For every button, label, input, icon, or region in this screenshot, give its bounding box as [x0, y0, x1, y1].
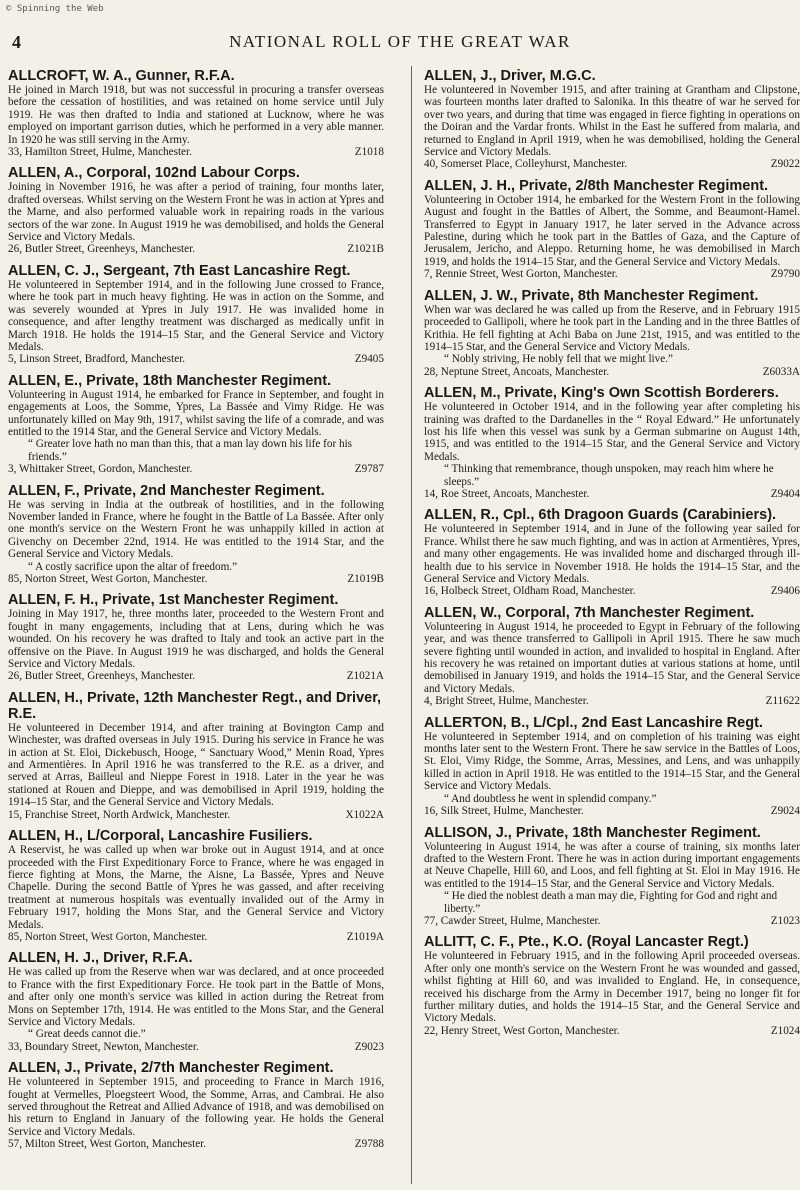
roll-entry	[424, 385, 800, 500]
entry-address: 26, Butler Street, Greenheys, Manchester.	[8, 243, 196, 256]
entry-address-line	[8, 809, 384, 821]
entry-reference: Z1023	[770, 914, 800, 927]
roll-entry	[8, 263, 384, 366]
entry-body: Volunteering in October 1914, he embarked for the Western Front in the following August and fought in the Battles of Albert, the Somme, and Beaumont-Hamel. Transferred to Egypt in January 1917, he later served in the Advance across Palestine, during which he took part in the Battles of Gaza, and the Capture of Jerusalem, Jericho, and Aleppo. Returning home, he was demobilised in March 1919, and holds the 1914–15 Star, and the General Service and Victory Medals.	[424, 193, 800, 268]
entry-address: 5, Linson Street, Bradford, Manchester.	[8, 353, 186, 366]
entry-address: 15, Franchise Street, North Ardwick, Manchester.	[8, 808, 231, 821]
entry-quote: “ Greater love hath no man than this, that a man lay down his life for his friends.”	[28, 438, 353, 463]
running-title: NATIONAL ROLL OF THE GREAT WAR	[229, 32, 571, 51]
roll-entry	[424, 288, 800, 378]
entry-address-line	[424, 268, 800, 280]
entry-name: ALLCROFT, W. A., Gunner, R.F.A.	[8, 68, 235, 84]
entry-reference: Z9405	[354, 353, 384, 366]
roll-entry	[8, 373, 384, 476]
entry-address-line	[8, 670, 384, 682]
entry-body: He volunteered in September 1915, and proceeding to France in March 1916, fought at Vermelles, Ploegsteert Wood, the Somme, Arras, and Cambrai. He also served throughout the Retreat and Allied Advance of 1918, and was demobilised on his return to England in January of the following year. He holds the General Service and Victory Medals.	[8, 1076, 384, 1138]
entry-address-line	[424, 915, 800, 927]
entry-address-line	[424, 366, 800, 378]
entry-name: ALLEN, H., L/Corporal, Lancashire Fusiliers.	[8, 828, 313, 845]
roll-entry	[424, 825, 800, 928]
entry-body: Volunteering in August 1914, he was after a course of training, six months later drafted to the Western Front. There he was in action during important engagements at Neuve Chapelle, Hill 60, and Loos, and fell fighting at St. Eloi in May 1916. He was entitled to the 1914–15 Star, and the General Service and Victory Medals.	[424, 840, 800, 890]
roll-entry	[424, 68, 800, 171]
entry-body: He was called up from the Reserve when war was declared, and at once proceeded to France with the first Expeditionary Force. He took part in the Battle of Mons, and after only one month's service was killed in action during the Retreat from Mons on September 17th, 1914. He was entitled to the Mons Star, and the General Service and Victory Medals.	[8, 966, 384, 1028]
roll-entry	[8, 592, 384, 682]
entry-body: Joining in November 1916, he was after a period of training, four months later, drafted overseas. Whilst serving on the Western Front he was in action at Ypres and the Marne, and also performed valuable work in repairing roads in the various sectors of the war zone. In August 1919 he was demobilised, and holds the General Service and Victory Medals.	[8, 181, 384, 244]
entry-reference: Z11622	[765, 695, 800, 708]
entry-address-line	[424, 488, 800, 500]
entry-reference: Z9023	[354, 1040, 384, 1053]
roll-entry	[424, 605, 800, 708]
entry-body: He was serving in India at the outbreak of hostilities, and in the following November landed in France, where he fought in the Battle of La Bassée. After only one month's service on the Western Front he was unhappily killed in action at Givenchy on December 22nd, 1914. He was entitled to the 1914 Star, and the General Service and Victory Medals.	[8, 498, 384, 561]
roll-entry	[8, 68, 384, 158]
roll-entry	[8, 165, 384, 255]
entry-address-line	[8, 243, 384, 255]
entry-name: ALLEN, H., Private, 12th Manchester Regt., and Driver, R.E.	[8, 689, 382, 722]
entry-address: 33, Hamilton Street, Hulme, Manchester.	[8, 146, 192, 159]
entry-reference: Z9788	[354, 1138, 384, 1151]
entry-name: ALLERTON, B., L/Cpl., 2nd East Lancashire Regt.	[424, 714, 763, 731]
entry-address: 14, Roe Street, Ancoats, Manchester.	[424, 487, 590, 500]
entry-address: 77, Cawder Street, Hulme, Manchester.	[424, 914, 601, 927]
entry-body: Volunteering in August 1914, he embarked for France in September, and fought in engagements at Loos, the Somme, Ypres, La Bassée and Vimy Ridge. He was unfortunately killed on May 9th, 1917, whilst saving the life of a comrade, and was entitled to the 1914 Star, and the General Service and Victory Medals.	[8, 388, 384, 438]
roll-entry	[424, 178, 800, 281]
entry-name: ALLEN, J. H., Private, 2/8th Manchester Regiment.	[424, 177, 769, 194]
entry-body: He volunteered in December 1914, and after training at Bovington Camp and Winchester, was drafted overseas in July 1915. During his service in France he was in action at St. Eloi, Dickebusch, Hooge, “ Sanctuary Wood,” Menin Road, Ypres and Armentières. In April 1916 he was transferred to the R.E. as a driver, and served at Arras, Bailleul and Nieppe Forest in 1918. Later in the year he was stationed at Rouen and Dieppe, and was demobilised in April 1919, holding the 1914–15 Star, and the General Service and Victory Medals.	[8, 721, 384, 809]
entry-address-line	[424, 158, 800, 170]
entry-address: 40, Somerset Place, Colleyhurst, Manchester.	[424, 158, 628, 171]
entry-address-line	[8, 1138, 384, 1150]
entry-quote: “ Great deeds cannot die.”	[28, 1028, 146, 1041]
entry-quote: “ He died the noblest death a man may die, Fighting for God and right and liberty.”	[444, 890, 778, 915]
page-header	[0, 28, 800, 58]
entry-reference: Z1021B	[347, 243, 384, 256]
roll-entry	[8, 950, 384, 1053]
roll-entry	[8, 690, 384, 821]
entry-reference: Z9406	[770, 585, 800, 598]
entry-name: ALLEN, E., Private, 18th Manchester Regiment.	[8, 372, 332, 389]
entry-body: He joined in March 1918, but was not successful in procuring a transfer overseas before the cessation of hostilities, and was retained on home service until July 1919. He was then drafted to India and stationed at Lucknow, where he was employed on important garrison duties, which he performed in a very able manner. In 1920 he was still serving in the Army.	[8, 84, 384, 146]
entry-name: ALLEN, J., Driver, M.G.C.	[424, 68, 596, 84]
entry-name: ALLITT, C. F., Pte., K.O. (Royal Lancaster Regt.)	[424, 934, 749, 951]
entry-name: ALLEN, H. J., Driver, R.F.A.	[8, 950, 193, 967]
entry-quote: “ A costly sacrifice upon the altar of freedom.”	[28, 560, 238, 573]
entry-address-line	[424, 695, 800, 707]
entry-address-line	[8, 1041, 384, 1053]
entry-address: 16, Silk Street, Hulme, Manchester.	[424, 805, 584, 818]
roll-entry	[8, 483, 384, 586]
entry-address-line	[8, 353, 384, 365]
entry-reference: Z1019B	[347, 573, 384, 585]
entry-reference: Z1021A	[346, 670, 384, 683]
entry-quote: “ Thinking that remembrance, though unspoken, may reach him where he sleeps.”	[444, 463, 774, 488]
entry-reference: Z1018	[354, 146, 384, 159]
entry-address: 85, Norton Street, West Gorton, Manchester.	[8, 573, 208, 585]
entry-reference: Z9404	[770, 487, 800, 500]
entry-address: 22, Henry Street, West Gorton, Manchester.	[424, 1024, 620, 1037]
entry-reference: Z1024	[770, 1024, 800, 1037]
entry-body: He volunteered in October 1914, and in the following year after completing his training was drafted to the Dardanelles in the “ Royal Edward.” He unfortunately lost his life when this vessel was sunk by a German submarine on August 14th, 1915, and was entitled to the 1914–15 Star, and the General Service and Victory Medals.	[424, 401, 800, 463]
entry-address: 85, Norton Street, West Gorton, Manchester.	[8, 930, 208, 943]
roll-entry	[424, 715, 800, 818]
entry-body: He volunteered in February 1915, and in the following April proceeded overseas. After only one month's service on the Western Front he was wounded and gassed, whilst fighting at Hill 60, and was invalided to England. He, in consequence, received his discharge from the Army in December 1917, being no longer fit for further military duties, and holds the 1914–15 Star, and the General Service and Victory Medals.	[424, 950, 800, 1025]
roll-entry	[424, 934, 800, 1037]
roll-entry	[424, 507, 800, 597]
entry-reference: Z9022	[770, 158, 800, 171]
entry-reference: Z9024	[770, 805, 800, 818]
entry-name: ALLEN, F., Private, 2nd Manchester Regiment.	[8, 482, 325, 499]
entry-address: 3, Whittaker Street, Gordon, Manchester.	[8, 463, 193, 476]
right-column	[424, 68, 800, 1184]
entry-body: Joining in May 1917, he, three months later, proceeded to the Western Front and fought in many engagements, including that at Lens, during which he was wounded. On his recovery he was drafted to Italy and took an active part in the offensive on the Piave. In August 1919 he was discharged, and holds the General Service and Victory Medals.	[8, 608, 384, 671]
entry-address-line	[424, 585, 800, 597]
entry-name: ALLEN, M., Private, King's Own Scottish Borderers.	[424, 385, 779, 402]
left-column	[8, 68, 384, 1184]
page-number: 4	[12, 32, 21, 52]
entry-name: ALLEN, R., Cpl., 6th Dragoon Guards (Carabiniers).	[424, 507, 777, 524]
entry-address-line	[8, 573, 384, 585]
entry-body: A Reservist, he was called up when war broke out in August 1914, and at once proceeded with the First Expeditionary Force to France, where he was engaged in fierce fighting at Mons, the Marne, the Aisne, La Bassée, Ypres and Neuve Chapelle. During the second Battle of Ypres he was gassed, and after receiving treatment at numerous hospitals was eventually invalided out of the Army in February 1917, holding the Mons Star, and the General Service and Victory Medals.	[8, 844, 384, 931]
entry-body: He volunteered in September 1914, and on completion of his training was eight months later sent to the Western Front. There he saw service in the Battles of Loos, St. Eloi, Vimy Ridge, the Somme, Arras, Messines, and Lens, and was unhappily killed in action in April 1918. He was entitled to the 1914–15 Star, and the General Service and Victory Medals.	[424, 730, 800, 793]
entry-reference: Z9787	[354, 463, 384, 476]
entry-body: He volunteered in September 1914, and in June of the following year sailed for France. Whilst there he saw much fighting, and was in action at Armentières, Ypres, and many other engagements. He was invalided home and discharged through ill-health due to his service in November 1918. He holds the 1914–15 Star, and the General Service and Victory Medals.	[424, 523, 800, 585]
entry-name: ALLEN, J. W., Private, 8th Manchester Regiment.	[424, 287, 759, 304]
entry-name: ALLISON, J., Private, 18th Manchester Regiment.	[424, 824, 761, 841]
entry-name: ALLEN, C. J., Sergeant, 7th East Lancashire Regt.	[8, 262, 351, 279]
entry-address: 26, Butler Street, Greenheys, Manchester.	[8, 670, 196, 683]
entry-name: ALLEN, F. H., Private, 1st Manchester Regiment.	[8, 592, 339, 609]
entry-address-line	[8, 931, 384, 943]
entry-body: Volunteering in August 1914, he proceeded to Egypt in February of the following year, and was thence transferred to Gallipoli in April 1915. There he saw much severe fighting until wounded in action, and invalided to hospital in England. After his recovery he was retained on important duties at various stations at home, until demobilised in January 1919, and holds the 1914–15 Star, and the General Service and Victory Medals.	[424, 620, 800, 695]
entry-address-line	[8, 146, 384, 158]
entry-address-line	[8, 463, 384, 475]
entry-quote: “ And doubtless he went in splendid company.”	[444, 792, 657, 805]
entry-reference: Z9790	[770, 268, 800, 281]
entry-quote: “ Nobly striving, He nobly fell that we might live.”	[444, 353, 673, 366]
entry-body: He volunteered in November 1915, and after training at Grantham and Clipstone, was fourteen months later drafted to Salonika. In this theatre of war he served for over two years, and during that time was engaged in fierce fighting in operations on the Doiran and the Vardar fronts. Whilst in the East he suffered from malaria, and returned to England in April 1919, when he was demobilised, holding the General Service and Victory Medals.	[424, 84, 800, 159]
entry-name: ALLEN, A., Corporal, 102nd Labour Corps.	[8, 165, 300, 182]
watermark: © Spinning the Web	[6, 4, 104, 14]
entry-address: 16, Holbeck Street, Oldham Road, Manchester.	[424, 585, 636, 598]
entry-address: 33, Boundary Street, Newton, Manchester.	[8, 1040, 199, 1053]
entry-body: When war was declared he was called up from the Reserve, and in February 1915 proceeded to Gallipoli, where he took part in the Landing and in the three Battles of Krithia. He fell fighting at Achi Baba on June 21st, 1915, and was entitled to the 1914–15 Star, and the General Service and Victory Medals.	[424, 303, 800, 353]
entry-reference: Z6033A	[762, 365, 800, 378]
column-divider	[411, 66, 412, 1184]
roll-entry	[8, 1060, 384, 1150]
entry-reference: X1022A	[345, 808, 384, 821]
entry-address-line	[424, 805, 800, 817]
entry-address: 4, Bright Street, Hulme, Manchester.	[424, 695, 589, 708]
entry-address: 28, Neptune Street, Ancoats, Manchester.	[424, 365, 610, 378]
entry-address: 57, Milton Street, West Gorton, Manchester.	[8, 1138, 207, 1151]
entry-reference: Z1019A	[346, 930, 384, 943]
entry-address-line	[424, 1025, 800, 1037]
entry-address: 7, Rennie Street, West Gorton, Manchester.	[424, 268, 618, 281]
entry-name: ALLEN, W., Corporal, 7th Manchester Regiment.	[424, 604, 755, 621]
roll-entry	[8, 828, 384, 943]
entry-body: He volunteered in September 1914, and in the following June crossed to France, where he took part in much heavy fighting. He was in action on the Somme, and was severely wounded at Ypres in July 1917. He was invalided home in consequence, and after lengthy treatment was discharged as medically unfit in March 1918. He holds the 1914–15 Star, and the General Service and Victory Medals.	[8, 278, 384, 353]
entry-name: ALLEN, J., Private, 2/7th Manchester Regiment.	[8, 1060, 334, 1077]
